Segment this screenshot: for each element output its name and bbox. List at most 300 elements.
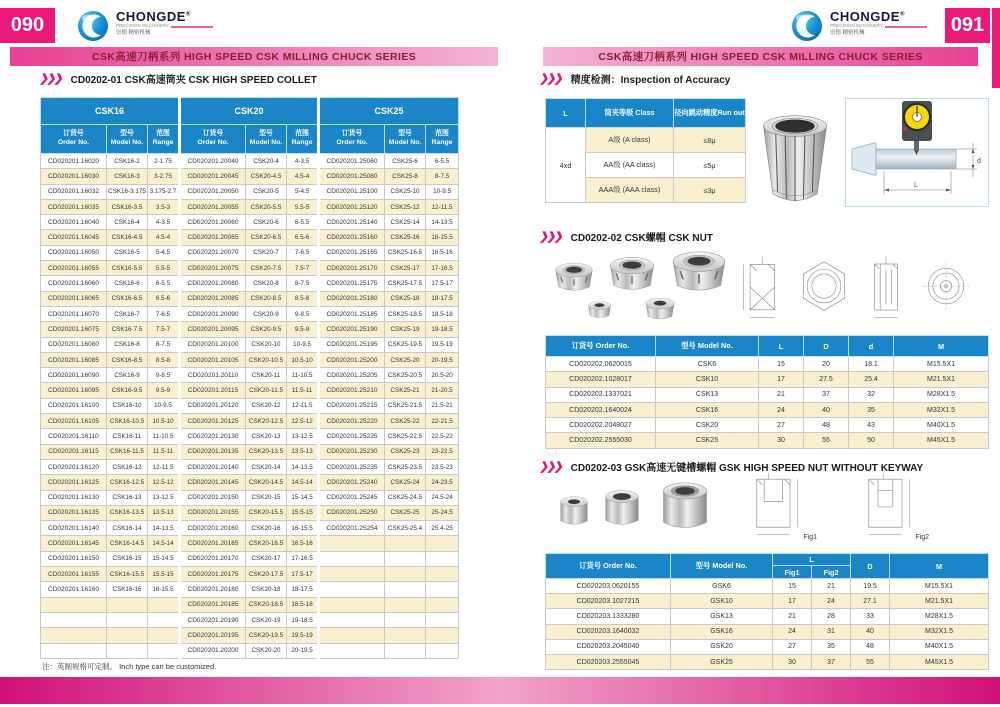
table-cell: CSK20-13.5 bbox=[246, 444, 287, 459]
table-cell: 2-1.75 bbox=[148, 154, 180, 169]
table-cell: 11-10.5 bbox=[287, 368, 319, 383]
table-cell: CD020201.16040 bbox=[41, 215, 107, 230]
nut-header-model: 型号 Model No. bbox=[656, 336, 759, 357]
table-cell: 14.5-14 bbox=[148, 536, 180, 551]
table-cell: 40 bbox=[851, 624, 890, 639]
table-cell: CSK20-6.5 bbox=[246, 230, 287, 245]
table-cell: 21 bbox=[759, 387, 804, 402]
nut-header-order: 订货号 Order No. bbox=[546, 336, 656, 357]
table-cell: CD020201.25160 bbox=[319, 230, 385, 245]
table-cell: CD020202.2555030 bbox=[546, 433, 656, 448]
table-cell: CSK16-15 bbox=[107, 551, 148, 566]
table-cell bbox=[385, 536, 426, 551]
brand-name: CHONGDE® bbox=[116, 9, 191, 24]
table-row bbox=[41, 597, 459, 612]
table-cell: 4-3.5 bbox=[287, 154, 319, 169]
table-row bbox=[41, 429, 459, 444]
fig1-label: Fig1 bbox=[803, 534, 817, 541]
nut-photo bbox=[600, 485, 644, 531]
table-cell: CD020203.2555045 bbox=[546, 654, 671, 669]
dim-label-d: d bbox=[977, 158, 981, 165]
table-cell: CSK20-15.5 bbox=[246, 505, 287, 520]
table-cell: CSK25-22.5 bbox=[385, 429, 426, 444]
table-cell: 5.5-5 bbox=[148, 261, 180, 276]
collet-photo bbox=[755, 105, 835, 213]
table-cell: CSK20-12.5 bbox=[246, 414, 287, 429]
table-cell: CD020201.16045 bbox=[41, 230, 107, 245]
table-row bbox=[41, 215, 459, 230]
table-cell: CSK16-14 bbox=[107, 521, 148, 536]
table-cell: CSK16-12.5 bbox=[107, 475, 148, 490]
footer-bar-left bbox=[0, 677, 500, 704]
section-title-text: CD0202-01 CSK高速筒夹 CSK HIGH SPEED COLLET bbox=[70, 75, 317, 86]
table-row bbox=[41, 551, 459, 566]
table-row bbox=[41, 276, 459, 291]
table-cell: CD020201.20155 bbox=[180, 505, 246, 520]
table-cell: M40X1.5 bbox=[894, 418, 989, 433]
table-cell: 23.5-23 bbox=[426, 459, 459, 474]
table-cell: CSK16-13.5 bbox=[107, 505, 148, 520]
table-cell: CD020201.25225 bbox=[319, 429, 385, 444]
table-cell: 17.5-17 bbox=[287, 567, 319, 582]
table-cell: M32X1.5 bbox=[894, 402, 989, 417]
table-cell: 43 bbox=[849, 418, 894, 433]
table-cell: CD020201.20120 bbox=[180, 398, 246, 413]
table-cell: 28 bbox=[812, 609, 851, 624]
group-header-csk25: CSK25 bbox=[319, 98, 459, 125]
table-cell bbox=[426, 536, 459, 551]
table-cell: ≤5μ bbox=[674, 153, 746, 178]
accuracy-header-l: L bbox=[546, 99, 586, 128]
table-cell: 19.5 bbox=[851, 579, 890, 594]
table-cell: 11.5-11 bbox=[287, 383, 319, 398]
nut-photo bbox=[606, 250, 658, 295]
section-title-accuracy bbox=[540, 71, 730, 86]
table-cell: GSK13 bbox=[671, 609, 773, 624]
table-row bbox=[41, 444, 459, 459]
table-cell: 18.5-18 bbox=[287, 597, 319, 612]
table-cell: CSK20-19 bbox=[246, 612, 287, 627]
table-cell bbox=[319, 567, 385, 582]
table-cell: 8-7.5 bbox=[148, 337, 180, 352]
table-cell: CD020201.25245 bbox=[319, 490, 385, 505]
table-cell: 3-2.75 bbox=[148, 169, 180, 184]
table-cell: CD020202.1640024 bbox=[546, 402, 656, 417]
footer-bar-right bbox=[500, 677, 1000, 704]
table-cell: CSK20-8.5 bbox=[246, 291, 287, 306]
table-row bbox=[41, 184, 459, 199]
table-cell: CSK16-6.5 bbox=[107, 291, 148, 306]
table-cell: CSK16-10 bbox=[107, 398, 148, 413]
table-cell: M28X1.5 bbox=[894, 387, 989, 402]
table-cell: CSK16-5 bbox=[107, 245, 148, 260]
table-cell: ≤3μ bbox=[674, 178, 746, 203]
table-cell: CD020201.20195 bbox=[180, 628, 246, 643]
table-cell: 6-5.5 bbox=[426, 154, 459, 169]
table-cell: CSK25-18.5 bbox=[385, 306, 426, 321]
table-cell: CD020201.16115 bbox=[41, 444, 107, 459]
table-row bbox=[41, 628, 459, 643]
gsk-nut-table bbox=[545, 553, 989, 670]
table-cell: 19-18.5 bbox=[287, 612, 319, 627]
table-cell: CD020201.25200 bbox=[319, 352, 385, 367]
table-cell: CD020201.20200 bbox=[180, 643, 246, 658]
table-cell: CSK16-9.5 bbox=[107, 383, 148, 398]
table-cell bbox=[107, 612, 148, 627]
table-row bbox=[41, 169, 459, 184]
table-cell: 30 bbox=[759, 433, 804, 448]
table-cell: 6.5-6 bbox=[148, 291, 180, 306]
fig2-wrap bbox=[847, 470, 933, 541]
table-cell: CD020201.20130 bbox=[180, 429, 246, 444]
table-row bbox=[546, 128, 746, 153]
table-cell: CSK20-15 bbox=[246, 490, 287, 505]
table-cell: CSK10 bbox=[656, 372, 759, 387]
table-cell: CSK25-25.4 bbox=[385, 521, 426, 536]
dim-label-L: L bbox=[914, 182, 918, 189]
table-cell: 12.5-12 bbox=[148, 475, 180, 490]
table-cell: CD020201.16155 bbox=[41, 567, 107, 582]
table-cell: 18-17.5 bbox=[287, 582, 319, 597]
table-cell: 13.5-13 bbox=[287, 444, 319, 459]
table-cell: CSK20-12 bbox=[246, 398, 287, 413]
page-number-right: 091 bbox=[945, 8, 990, 43]
table-cell: CSK16-15.5 bbox=[107, 567, 148, 582]
table-cell: 4.5-4 bbox=[148, 230, 180, 245]
accuracy-header-runout: 径向跳动精度Run out bbox=[674, 99, 746, 128]
table-cell: 19.5-19 bbox=[287, 628, 319, 643]
table-cell: CD020203.1333280 bbox=[546, 609, 671, 624]
csk-nut-photos bbox=[540, 243, 740, 331]
csk-nut-table bbox=[545, 335, 989, 449]
table-cell: 6-5.5 bbox=[287, 215, 319, 230]
table-cell: CSK20-5.5 bbox=[246, 199, 287, 214]
table-cell: CSK25-8 bbox=[385, 169, 426, 184]
table-cell: 24 bbox=[773, 624, 812, 639]
table-cell: CD020201.25180 bbox=[319, 291, 385, 306]
table-cell: CSK16-11.5 bbox=[107, 444, 148, 459]
table-cell: 16.5-16 bbox=[287, 536, 319, 551]
table-cell: 27.5 bbox=[804, 372, 849, 387]
table-cell: CSK25-18 bbox=[385, 291, 426, 306]
table-cell: CD020201.25165 bbox=[319, 245, 385, 260]
col-header-model: 型号 Model No. bbox=[107, 125, 148, 154]
accuracy-table bbox=[545, 98, 746, 203]
table-row bbox=[41, 306, 459, 321]
table-cell: CSK20-20 bbox=[246, 643, 287, 658]
table-cell bbox=[426, 643, 459, 658]
table-cell: 7.5-7 bbox=[287, 261, 319, 276]
table-row bbox=[41, 368, 459, 383]
table-cell: 12.5-12 bbox=[287, 414, 319, 429]
table-cell: 35 bbox=[849, 402, 894, 417]
table-cell: CD020201.20150 bbox=[180, 490, 246, 505]
table-cell: GSK10 bbox=[671, 594, 773, 609]
table-cell: CD020201.16020 bbox=[41, 154, 107, 169]
table-cell: 16-15.5 bbox=[287, 521, 319, 536]
brand-logo-left bbox=[76, 6, 213, 44]
table-cell: CD020201.25250 bbox=[319, 505, 385, 520]
table-cell: CD020201.20170 bbox=[180, 551, 246, 566]
section-chevron-icon: ❯❯❯ bbox=[538, 73, 563, 85]
table-cell: 14-13.5 bbox=[426, 215, 459, 230]
table-cell: CSK20-6 bbox=[246, 215, 287, 230]
table-row bbox=[41, 521, 459, 536]
table-row bbox=[41, 490, 459, 505]
table-cell: GSK6 bbox=[671, 579, 773, 594]
col-header-range: 范围 Range bbox=[148, 125, 180, 154]
table-cell: CSK20-5 bbox=[246, 184, 287, 199]
accuracy-table-head bbox=[546, 99, 746, 128]
table-cell: 12-11.5 bbox=[426, 199, 459, 214]
table-cell: CD020201.20075 bbox=[180, 261, 246, 276]
table-cell bbox=[385, 551, 426, 566]
table-cell: 8-7.5 bbox=[426, 169, 459, 184]
table-cell: CD020201.16065 bbox=[41, 291, 107, 306]
table-row bbox=[41, 398, 459, 413]
table-row bbox=[41, 643, 459, 658]
csk-nut-table-head bbox=[546, 336, 989, 357]
nut-photo bbox=[552, 257, 596, 295]
table-cell: 17.5-17 bbox=[426, 276, 459, 291]
table-cell: 37 bbox=[804, 387, 849, 402]
table-cell: CSK16-12 bbox=[107, 459, 148, 474]
table-cell: CD020201.16160 bbox=[41, 582, 107, 597]
table-cell: A级 (A class) bbox=[586, 128, 674, 153]
table-cell: CSK20-4.5 bbox=[246, 169, 287, 184]
table-cell: 9.5-9 bbox=[148, 383, 180, 398]
table-cell: 21 bbox=[812, 579, 851, 594]
table-cell: 33 bbox=[851, 609, 890, 624]
table-cell: CSK20-14 bbox=[246, 459, 287, 474]
table-cell: CSK20-8 bbox=[246, 276, 287, 291]
table-cell: CD020202.2048027 bbox=[546, 418, 656, 433]
table-cell: M40X1.5 bbox=[890, 639, 989, 654]
table-cell: 50 bbox=[849, 433, 894, 448]
table-cell: 17-16.5 bbox=[426, 261, 459, 276]
globe-icon bbox=[790, 6, 826, 44]
table-cell: CSK25-19.5 bbox=[385, 337, 426, 352]
table-cell: 8-7.5 bbox=[287, 276, 319, 291]
table-cell: 48 bbox=[804, 418, 849, 433]
table-cell: CSK16-3.175 bbox=[107, 184, 148, 199]
table-cell: 8.5-8 bbox=[287, 291, 319, 306]
accuracy-l-value: 4xd bbox=[546, 128, 586, 203]
table-cell: CD020201.16095 bbox=[41, 383, 107, 398]
table-cell: 9-8.5 bbox=[148, 368, 180, 383]
table-row bbox=[41, 352, 459, 367]
table-row bbox=[546, 639, 989, 654]
table-cell: 15 bbox=[759, 357, 804, 372]
table-cell: 14-13.5 bbox=[287, 459, 319, 474]
table-cell: CSK20-7 bbox=[246, 245, 287, 260]
globe-icon bbox=[76, 6, 112, 44]
table-cell: CD020203.0620155 bbox=[546, 579, 671, 594]
brand-text bbox=[830, 6, 927, 36]
table-cell: 13-12.5 bbox=[287, 429, 319, 444]
table-cell: 25-24.5 bbox=[426, 505, 459, 520]
table-cell: CD020201.20145 bbox=[180, 475, 246, 490]
table-cell: CSK13 bbox=[656, 387, 759, 402]
table-cell: 9.5-9 bbox=[287, 322, 319, 337]
table-cell: CSK16-4 bbox=[107, 215, 148, 230]
table-cell: CD020201.25100 bbox=[319, 184, 385, 199]
brand-cn: 崇德 精密机械 bbox=[116, 30, 151, 37]
table-cell: CD020201.25190 bbox=[319, 322, 385, 337]
table-cell: CD020201.20105 bbox=[180, 352, 246, 367]
table-cell: CSK20 bbox=[656, 418, 759, 433]
nut-photo bbox=[656, 476, 714, 536]
table-cell: CSK20-9 bbox=[246, 306, 287, 321]
table-cell: CD020201.16130 bbox=[41, 490, 107, 505]
table-row bbox=[41, 612, 459, 627]
table-cell: M21.5X1 bbox=[890, 594, 989, 609]
table-cell: CSK16-7 bbox=[107, 306, 148, 321]
table-cell: CSK25-21.5 bbox=[385, 398, 426, 413]
table-cell: 12-11.5 bbox=[148, 459, 180, 474]
table-cell: CD020201.20135 bbox=[180, 444, 246, 459]
table-cell: 4.5-4 bbox=[287, 169, 319, 184]
table-cell: 21-20.5 bbox=[426, 383, 459, 398]
table-cell: CD020201.25080 bbox=[319, 169, 385, 184]
nut-header-D: D bbox=[804, 336, 849, 357]
table-row bbox=[41, 337, 459, 352]
table-cell: CSK25 bbox=[656, 433, 759, 448]
table-row bbox=[41, 154, 459, 169]
table-cell: 21 bbox=[773, 609, 812, 624]
col-header-order: 订货号 Order No. bbox=[41, 125, 107, 154]
table-cell: CD020201.16070 bbox=[41, 306, 107, 321]
table-cell: 24.5-24 bbox=[426, 490, 459, 505]
table-cell: GSK20 bbox=[671, 639, 773, 654]
table-cell bbox=[385, 567, 426, 582]
table-cell: AA级 (AA class) bbox=[586, 153, 674, 178]
table-row bbox=[41, 505, 459, 520]
table-cell: 14.5-14 bbox=[287, 475, 319, 490]
table-cell: CSK6 bbox=[656, 357, 759, 372]
table-cell: 17-16.5 bbox=[287, 551, 319, 566]
table-cell: 20-19.5 bbox=[287, 643, 319, 658]
table-row bbox=[41, 245, 459, 260]
table-cell: CD020201.25205 bbox=[319, 368, 385, 383]
table-cell: 5-4.5 bbox=[148, 245, 180, 260]
table-cell bbox=[41, 628, 107, 643]
fig2-drawing bbox=[847, 470, 933, 542]
table-cell: CD020201.20085 bbox=[180, 291, 246, 306]
nut-header-M: M bbox=[894, 336, 989, 357]
table-cell: 21.5-21 bbox=[426, 398, 459, 413]
fig1-wrap bbox=[735, 470, 821, 541]
table-cell: CSK25-16 bbox=[385, 230, 426, 245]
table-cell bbox=[319, 643, 385, 658]
table-cell: M32X1.5 bbox=[890, 624, 989, 639]
table-cell: CD020201.25140 bbox=[319, 215, 385, 230]
table-cell: 6.5-6 bbox=[287, 230, 319, 245]
group-header-csk16: CSK16 bbox=[41, 98, 180, 125]
table-cell: CSK16-2 bbox=[107, 154, 148, 169]
section-title-csk-nut bbox=[540, 229, 713, 244]
col-header-model: 型号 Model No. bbox=[246, 125, 287, 154]
table-cell: CD020201.20175 bbox=[180, 567, 246, 582]
table-cell: CSK16-16 bbox=[107, 582, 148, 597]
table-cell: 25.4 bbox=[849, 372, 894, 387]
table-cell: 23-22.5 bbox=[426, 444, 459, 459]
accuracy-table-body bbox=[546, 128, 746, 203]
table-cell: 20-19.5 bbox=[426, 352, 459, 367]
table-cell bbox=[385, 643, 426, 658]
table-row bbox=[41, 459, 459, 474]
table-cell: CD020201.20185 bbox=[180, 597, 246, 612]
table-row bbox=[546, 654, 989, 669]
table-cell: 16-15.5 bbox=[148, 582, 180, 597]
table-cell: CSK20-11.5 bbox=[246, 383, 287, 398]
table-cell: CD020201.16032 bbox=[41, 184, 107, 199]
table-cell: ≤8μ bbox=[674, 128, 746, 153]
table-cell bbox=[319, 536, 385, 551]
table-cell: 18-17.5 bbox=[426, 291, 459, 306]
table-cell: 19-18.5 bbox=[426, 322, 459, 337]
table-cell: CD020201.20070 bbox=[180, 245, 246, 260]
table-cell: CD020201.20115 bbox=[180, 383, 246, 398]
table-cell: M28X1.5 bbox=[890, 609, 989, 624]
table-cell: CD020201.20110 bbox=[180, 368, 246, 383]
table-cell bbox=[148, 643, 180, 658]
table-cell: CD020201.16075 bbox=[41, 322, 107, 337]
table-cell: CD020201.16110 bbox=[41, 429, 107, 444]
table-cell: CSK20-16 bbox=[246, 521, 287, 536]
table-cell: CD020201.25235 bbox=[319, 459, 385, 474]
table-cell: 3.5-3 bbox=[148, 199, 180, 214]
table-cell: CSK20-10 bbox=[246, 337, 287, 352]
brand-tagline: PRECISION MACHINERY bbox=[116, 24, 213, 29]
table-cell: 40 bbox=[804, 402, 849, 417]
table-cell: CD020201.20125 bbox=[180, 414, 246, 429]
table-cell: CSK16-6 bbox=[107, 276, 148, 291]
table-cell: CD020201.16140 bbox=[41, 521, 107, 536]
table-cell: CSK16-9 bbox=[107, 368, 148, 383]
table-cell: CD020203.1640032 bbox=[546, 624, 671, 639]
table-row bbox=[41, 261, 459, 276]
table-cell: 27 bbox=[773, 639, 812, 654]
gsk-nut-table-body bbox=[546, 579, 989, 670]
nut-photo bbox=[643, 293, 677, 323]
table-cell: CSK16-7.5 bbox=[107, 322, 148, 337]
table-cell bbox=[319, 551, 385, 566]
table-cell: 11.5-11 bbox=[148, 444, 180, 459]
table-cell: CSK20-17 bbox=[246, 551, 287, 566]
table-row bbox=[41, 322, 459, 337]
table-cell: CD020202.1028017 bbox=[546, 372, 656, 387]
table-cell: CSK20-17.5 bbox=[246, 567, 287, 582]
table-cell: CD020203.1027215 bbox=[546, 594, 671, 609]
table-row bbox=[546, 418, 989, 433]
table-cell: CD020201.16030 bbox=[41, 169, 107, 184]
dial-gauge-illustration bbox=[846, 99, 986, 204]
table-cell: CSK25-24 bbox=[385, 475, 426, 490]
table-cell bbox=[385, 628, 426, 643]
table-cell: 9-8.5 bbox=[287, 306, 319, 321]
table-cell: CD020201.25230 bbox=[319, 444, 385, 459]
runout-diagram bbox=[845, 98, 989, 207]
table-cell: 10.5-10 bbox=[287, 352, 319, 367]
gsk-header-fig1: Fig1 bbox=[773, 566, 812, 579]
table-cell: CD020201.16125 bbox=[41, 475, 107, 490]
table-cell: CSK20-4 bbox=[246, 154, 287, 169]
brand-name: CHONGDE® bbox=[830, 9, 905, 24]
gsk-header-fig2: Fig2 bbox=[812, 566, 851, 579]
table-row bbox=[41, 383, 459, 398]
page-edge-tab bbox=[992, 8, 1000, 88]
